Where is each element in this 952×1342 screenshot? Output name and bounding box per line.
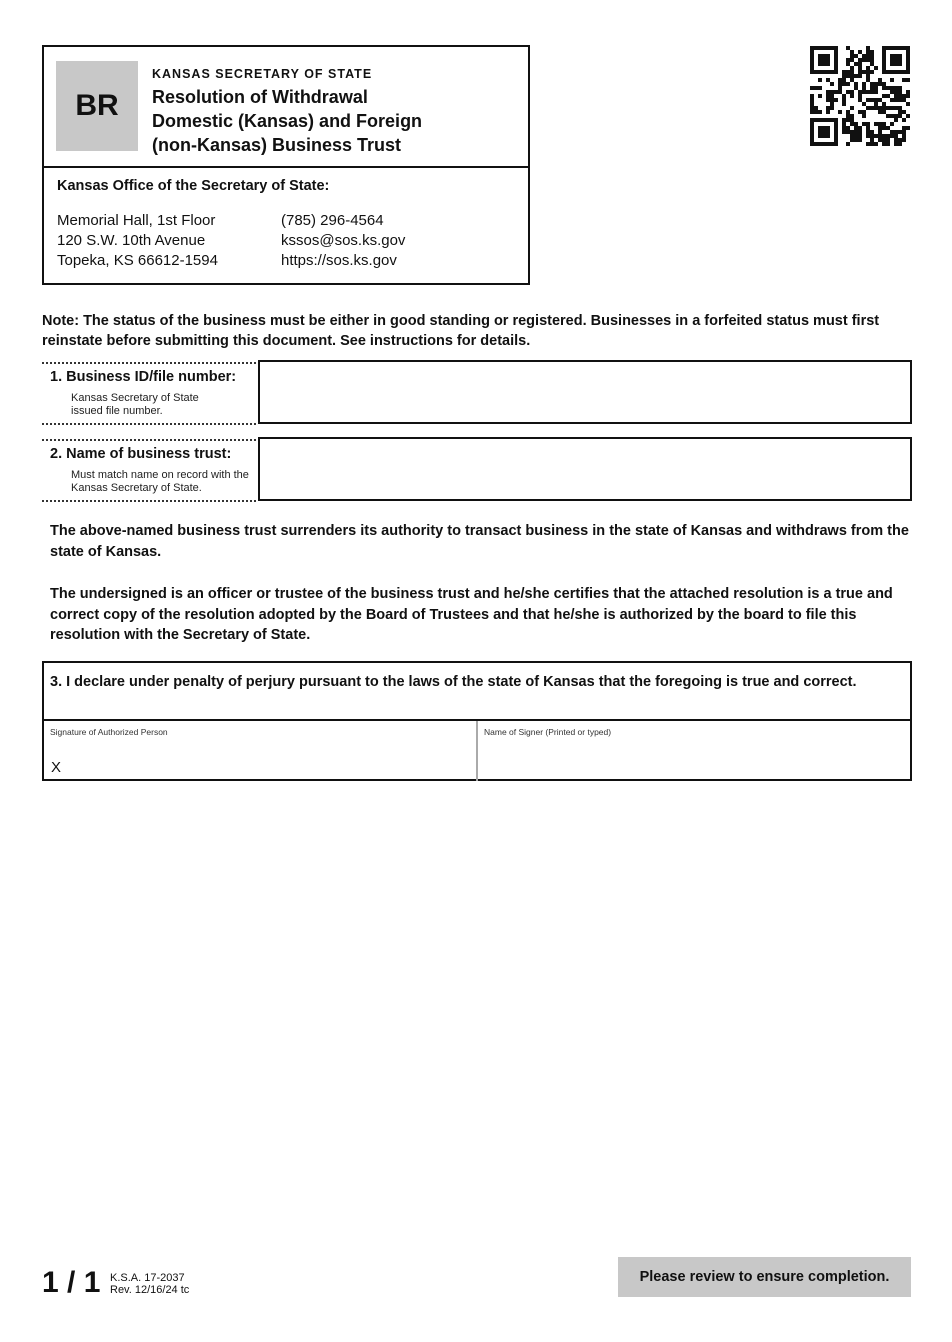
- field-hint: Kansas Secretary of State issued file number.: [71, 392, 199, 417]
- field-hint: Must match name on record with the Kansas Secretary of State.: [71, 469, 249, 494]
- email-link[interactable]: kssos@sos.ks.gov: [281, 232, 406, 249]
- business-trust-name-input[interactable]: [258, 437, 912, 501]
- business-id-input[interactable]: [258, 360, 912, 424]
- declaration-section: [42, 661, 912, 781]
- office-contact: [281, 211, 405, 271]
- phone: (785) 296-4564: [281, 212, 384, 229]
- title-line: Resolution of Withdrawal: [152, 87, 368, 107]
- signature-mark: X: [51, 759, 62, 776]
- revision: Rev. 12/16/24 tc: [110, 1284, 190, 1296]
- agency-name: KANSAS SECRETARY OF STATE: [152, 67, 373, 81]
- statute: K.S.A. 17-2037: [110, 1272, 185, 1284]
- certification-statement: The undersigned is an officer or trustee of the business trust and he/she certifies that the attached resolution is a true and correct copy of the resolution adopted by the Board of Trustees and that he/she is authorized by the board to file this resolution with the Secretary of State.: [50, 586, 893, 643]
- address-line: Memorial Hall, 1st Floor: [57, 212, 216, 229]
- field-title: 1. Business ID/file number:: [50, 369, 237, 385]
- office-label: Kansas Office of the Secretary of State:: [57, 178, 330, 194]
- form-title-block: [44, 47, 528, 168]
- field-title: 2. Name of business trust:: [50, 446, 232, 462]
- withdrawal-statement: The above-named business trust surrenders its authority to transact business in the state of Kansas and withdraws from the state of Kansas.: [50, 523, 909, 560]
- field-1-label: [42, 362, 256, 425]
- statute-info: [110, 1272, 189, 1296]
- status-note: Note: The status of the business must be either in good standing or registered. Businesses in a forfeited status must first reinstate before submitting this document. See instructions for details.: [42, 313, 880, 349]
- signature-row: [44, 719, 910, 781]
- form-header: [42, 45, 530, 285]
- office-address: [57, 211, 218, 271]
- form-title: [152, 85, 422, 157]
- signer-name-label: Name of Signer (Printed or typed): [484, 727, 612, 737]
- declaration-text: 3. I declare under penalty of perjury pursuant to the laws of the state of Kansas that the foregoing is true and correct.: [50, 674, 857, 690]
- title-line: Domestic (Kansas) and Foreign: [152, 111, 423, 131]
- address-line: 120 S.W. 10th Avenue: [57, 232, 206, 249]
- signature-label: Signature of Authorized Person: [50, 727, 168, 737]
- website-link[interactable]: https://sos.ks.gov: [281, 252, 397, 269]
- field-2-label: [42, 439, 256, 502]
- form-code-badge: BR: [56, 61, 138, 151]
- signature-field[interactable]: [44, 721, 478, 781]
- address-line: Topeka, KS 66612-1594: [57, 252, 218, 269]
- review-reminder: Please review to ensure completion.: [618, 1257, 911, 1297]
- title-line: (non-Kansas) Business Trust: [152, 135, 402, 155]
- page-number: 1 / 1: [42, 1266, 101, 1299]
- qr-code: [810, 46, 910, 146]
- signer-name-field[interactable]: [478, 721, 910, 781]
